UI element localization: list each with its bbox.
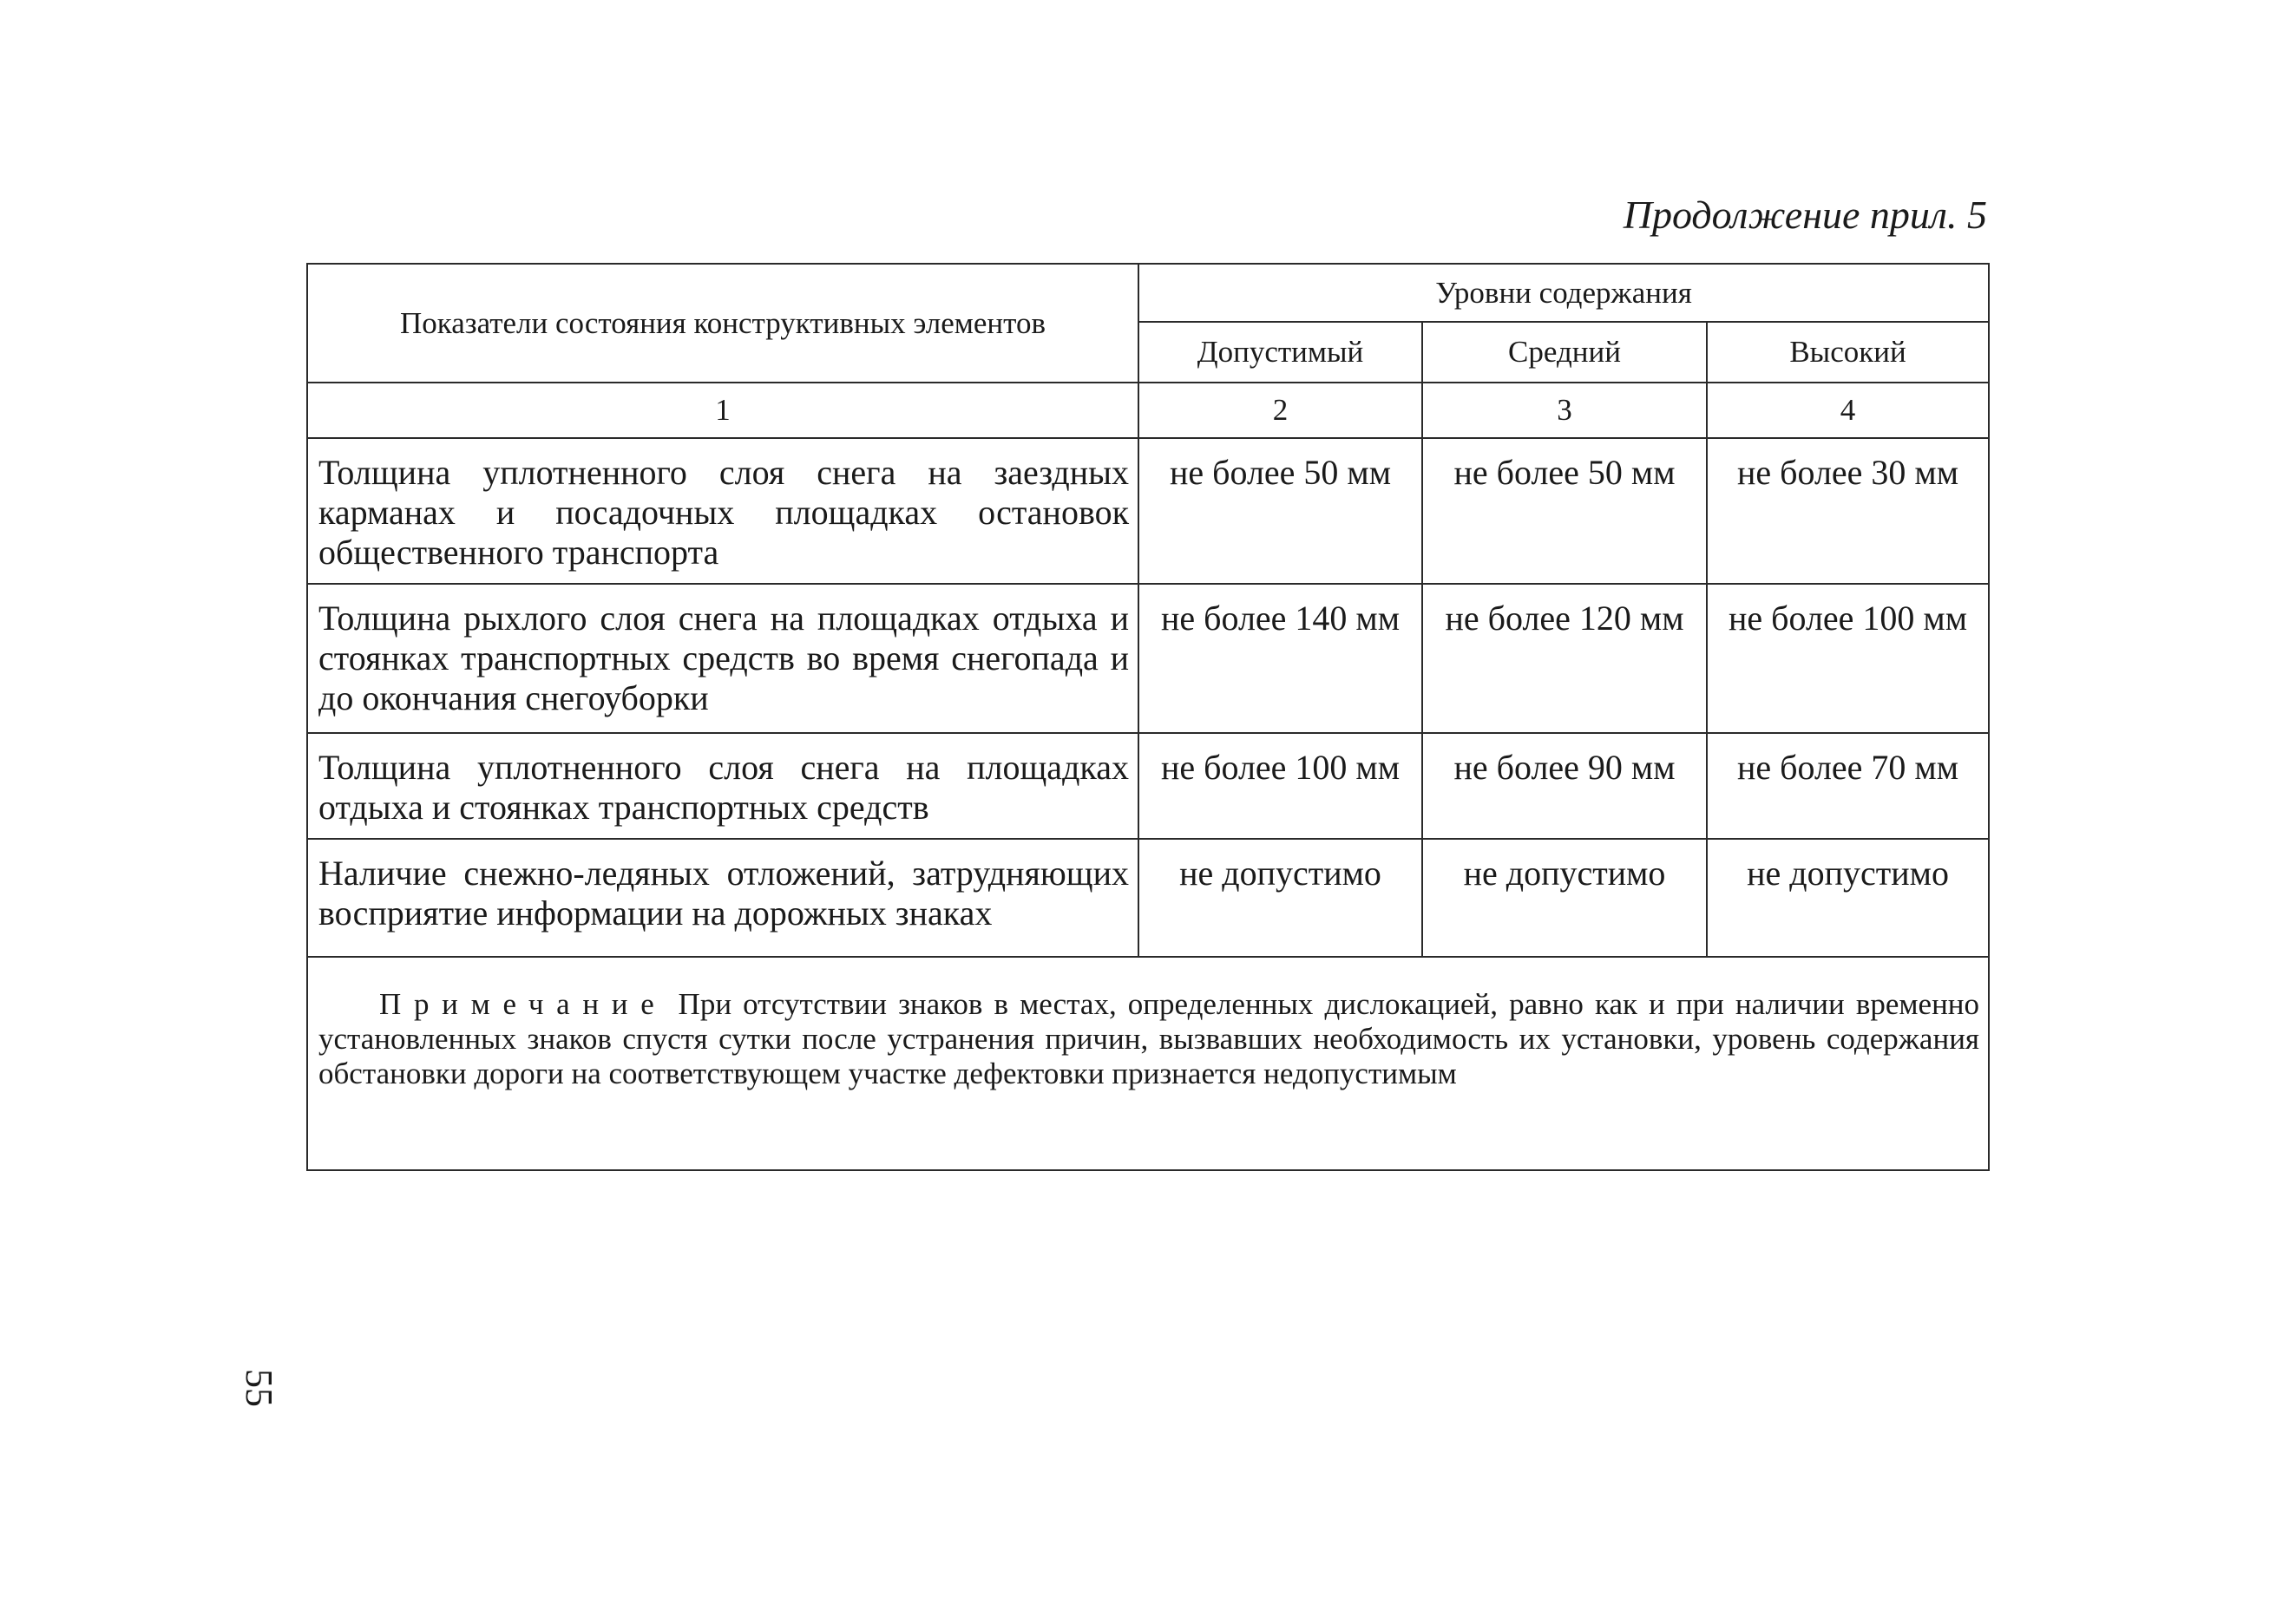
value-cell: не более 100 мм — [1707, 584, 1989, 733]
maintenance-levels-table — [306, 263, 1990, 1171]
indicator-cell: Толщина рыхлого слоя снега на площадках отдыха и стоянках транспортных средств во время снегопада и до окончания снегоуборки — [307, 584, 1138, 733]
note-text: При отсутствии знаков в местах, определенных дислокацией, равно как и при наличии временно установленных знаков спустя сутки после устранения причин, вызвавших необходимость их установки, уровень содержания обстановки дороги на соответствующем участке дефектовки признается недопустимым — [318, 987, 1980, 1090]
header-row — [307, 264, 1989, 322]
indicator-header: Показатели состояния конструктивных элементов — [307, 264, 1138, 383]
column-number: 4 — [1707, 383, 1989, 438]
table-row — [307, 733, 1989, 839]
indicator-cell: Толщина уплотненного слоя снега на заездных карманах и посадочных площадках остановок общественного транспорта — [307, 438, 1138, 584]
indicator-cell: Наличие снежно-ледяных отложений, затрудняющих восприятие информации на дорожных знаках — [307, 839, 1138, 957]
column-number: 2 — [1138, 383, 1422, 438]
note-cell — [307, 957, 1989, 1170]
continuation-caption: Продолжение прил. 5 — [1623, 193, 1987, 237]
value-cell: не допустимо — [1707, 839, 1989, 957]
note-row — [307, 957, 1989, 1170]
value-cell: не более 50 мм — [1138, 438, 1422, 584]
level-name-medium: Средний — [1422, 322, 1707, 383]
value-cell: не более 140 мм — [1138, 584, 1422, 733]
level-name-acceptable: Допустимый — [1138, 322, 1422, 383]
level-name-high: Высокий — [1707, 322, 1989, 383]
column-number: 3 — [1422, 383, 1707, 438]
table-row — [307, 839, 1989, 957]
note-label: Примечание — [379, 987, 667, 1021]
value-cell: не более 120 мм — [1422, 584, 1707, 733]
value-cell: не более 90 мм — [1422, 733, 1707, 839]
value-cell: не более 50 мм — [1422, 438, 1707, 584]
value-cell: не более 100 мм — [1138, 733, 1422, 839]
page-number: 55 — [238, 1369, 280, 1407]
table-row — [307, 438, 1989, 584]
column-numbers-row — [307, 383, 1989, 438]
column-number: 1 — [307, 383, 1138, 438]
value-cell: не более 30 мм — [1707, 438, 1989, 584]
value-cell: не допустимо — [1138, 839, 1422, 957]
indicator-cell: Толщина уплотненного слоя снега на площадках отдыха и стоянках транспортных средств — [307, 733, 1138, 839]
value-cell: не более 70 мм — [1707, 733, 1989, 839]
levels-header: Уровни содержания — [1138, 264, 1989, 322]
value-cell: не допустимо — [1422, 839, 1707, 957]
table-row — [307, 584, 1989, 733]
